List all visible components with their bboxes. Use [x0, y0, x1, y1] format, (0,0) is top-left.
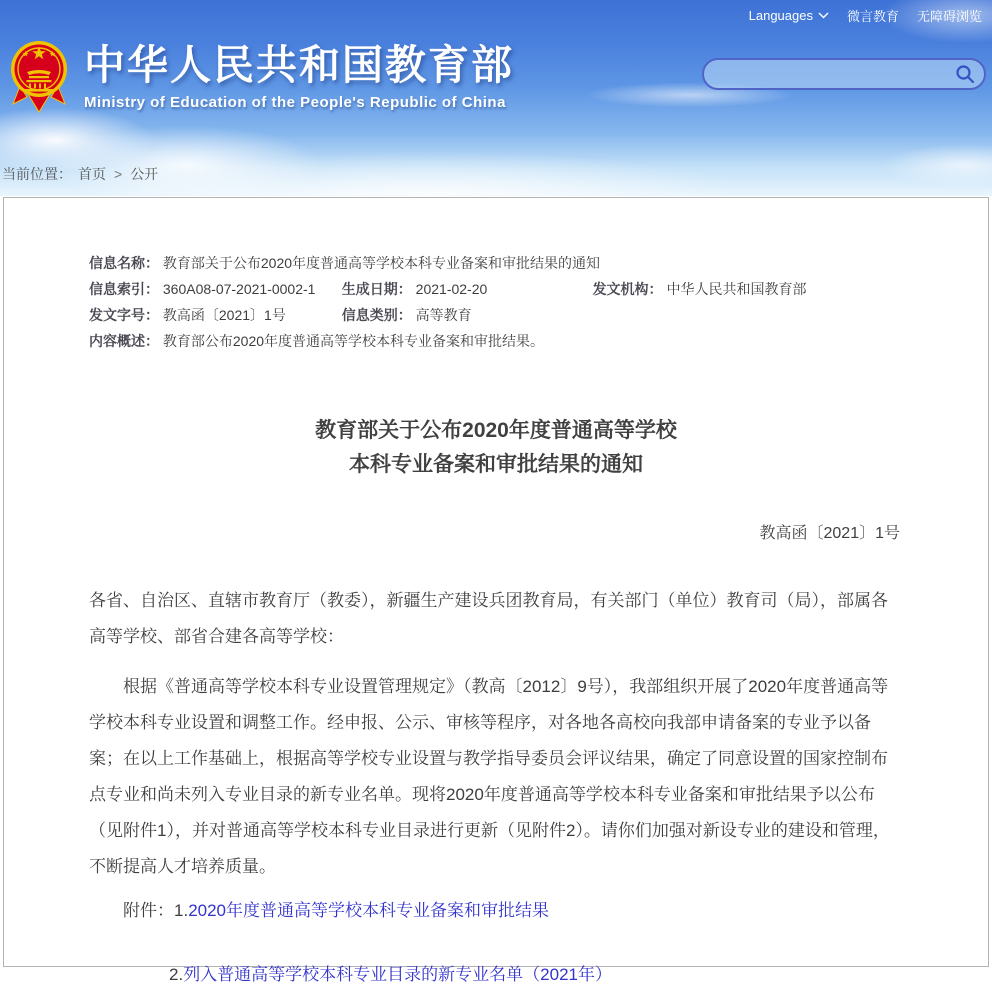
meta-row-docno	[89, 302, 988, 328]
meta-row-index	[89, 276, 988, 302]
search-bar	[702, 58, 986, 90]
meta-name-value: 教育部关于公布2020年度普通高等学校本科专业备案和审批结果的通知	[162, 255, 601, 271]
meta-row-name	[89, 250, 988, 276]
chevron-down-icon	[818, 12, 829, 19]
national-emblem-icon	[10, 38, 68, 114]
attachment2-link[interactable]: 列入普通高等学校本科专业目录的新专业名单（2021年）	[183, 965, 613, 984]
search-button[interactable]	[954, 60, 984, 88]
meta-docno-value: 教高函〔2021〕1号	[162, 307, 286, 323]
languages-menu[interactable]	[749, 8, 829, 23]
breadcrumb-separator: >	[114, 166, 123, 182]
breadcrumb	[2, 164, 164, 184]
meta-category-value: 高等教育	[415, 307, 472, 323]
accessibility-link[interactable]: 无障碍浏览	[916, 9, 982, 24]
document-title-line2: 本科专业备案和审批结果的通知	[349, 453, 643, 476]
meta-index-value: 360A08-07-2021-0002-1	[162, 281, 316, 297]
document-title-line1: 教育部关于公布2020年度普通高等学校	[315, 419, 677, 442]
site-title: 中华人民共和国教育部	[84, 42, 514, 88]
meta-index-label: 信息索引：	[89, 281, 159, 297]
attachment1-number: 1.	[174, 901, 189, 920]
salutation-paragraph: 各省、自治区、直辖市教育厅（教委），新疆生产建设兵团教育局，有关部门（单位）教育司（局），部属各高等学校、部省合建各高等学校：	[89, 591, 888, 646]
meta-name-label: 信息名称：	[89, 255, 159, 271]
attachment-line-1	[89, 893, 903, 929]
site-header	[0, 0, 992, 196]
document-meta	[89, 250, 988, 354]
weiyan-education-link[interactable]: 微言教育	[846, 9, 899, 24]
meta-date-label: 生成日期：	[341, 281, 412, 297]
meta-summary-label: 内容概述：	[89, 333, 159, 349]
breadcrumb-current-link[interactable]: 公开	[130, 166, 159, 182]
attachment-line-2	[89, 957, 903, 993]
attachment2-number: 2.	[169, 965, 184, 984]
document-title	[4, 414, 988, 482]
meta-agency-label: 发文机构：	[592, 281, 663, 297]
search-input[interactable]	[704, 61, 954, 87]
document-panel	[3, 197, 989, 984]
breadcrumb-home-link[interactable]: 首页	[78, 166, 106, 182]
languages-label: Languages	[748, 8, 813, 23]
site-subtitle: Ministry of Education of the People's Republic of China	[84, 94, 506, 111]
search-icon	[955, 64, 975, 84]
attachments-label: 附件：	[123, 901, 174, 920]
meta-date-value: 2021-02-20	[415, 281, 488, 297]
meta-category-label: 信息类别：	[341, 307, 412, 323]
meta-agency-value: 中华人民共和国教育部	[666, 281, 807, 297]
site-brand	[10, 38, 514, 114]
utility-bar	[749, 6, 982, 25]
meta-row-summary	[89, 328, 988, 354]
brand-text	[84, 38, 514, 111]
attachment1-link[interactable]: 2020年度普通高等学校本科专业备案和审批结果	[188, 901, 550, 920]
breadcrumb-label: 当前位置：	[2, 166, 72, 182]
body-paragraph: 根据《普通高等学校本科专业设置管理规定》（教高〔2012〕9号），我部组织开展了2020年度普通高等学校本科专业设置和调整工作。经申报、公示、审核等程序，对各地各高校向我部申请备案的专业予以备案；在以上工作基础上，根据高等学校专业设置与教学指导委员会评议结果，确定了同意设置的国家控制布点专业和尚未列入专业目录的新专业名单。现将2020年度普通高等学校本科专业备案和审批结果予以公布（见附件1），并对普通高等学校本科专业目录进行更新（见附件2）。请你们加强对新设专业的建设和管理，不断提高人才培养质量。	[89, 677, 890, 876]
meta-docno-label: 发文字号：	[89, 307, 159, 323]
meta-summary-value: 教育部公布2020年度普通高等学校本科专业备案和审批结果。	[162, 333, 545, 349]
document-number: 教高函〔2021〕1号	[759, 525, 900, 542]
